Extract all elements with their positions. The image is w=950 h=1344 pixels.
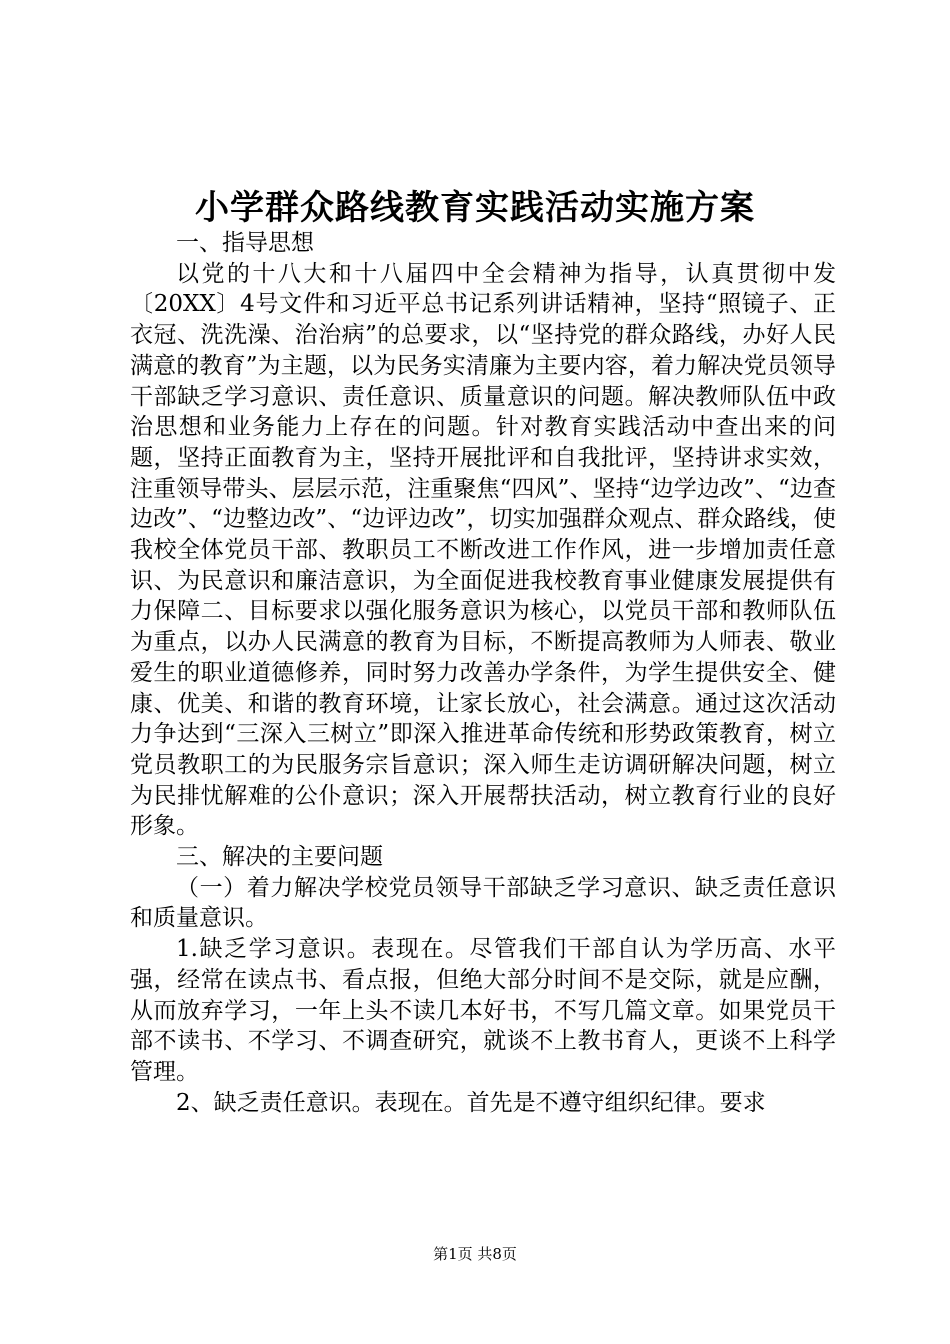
paragraph-lack-of-learning: 1.缺乏学习意识。表现在。尽管我们干部自认为学历高、水平强，经常在读点书、看点报，但绝大部分时间不是交际，就是应酬，从而放弃学习，一年上头不读几本好书，不写几篇文章。如果党员干部不读书、不学习、不调查研究，就谈不上教书育人，更谈不上科学管理。: [130, 936, 836, 1085]
page-number-footer: 第1页 共8页: [433, 1245, 517, 1263]
section-heading-main-problems: 三、解决的主要问题: [176, 844, 383, 871]
paragraph-guiding-ideology: 以党的十八大和十八届四中全会精神为指导，认真贯彻中发〔20XX〕4号文件和习近平总书记系列讲话精神，坚持“照镜子、正衣冠、洗洗澡、治治病”的总要求，以“坚持党的群众路线，办好人民满意的教育”为主题，以为民务实清廉为主要内容，着力解决党员领导干部缺乏学习意识、责任意识、质量意识的问题。解决教师队伍中政治思想和业务能力上存在的问题。针对教育实践活动中查出来的问题，坚持正面教育为主，坚持开展批评和自我批评，坚持讲求实效，注重领导带头、层层示范，注重聚焦“四风”、坚持“边学边改”、“边查边改”、“边整边改”、“边评边改”，切实加强群众观点、群众路线，使我校全体党员干部、教职员工不断改进工作作风，进一步增加责任意识、为民意识和廉洁意识，为全面促进我校教育事业健康发展提供有力保障二、目标要求以强化服务意识为核心，以党员干部和教师队伍为重点，以办人民满意的教育为目标，不断提高教师为人师表、敬业爱生的职业道德修养，同时努力改善办学条件，为学生提供安全、健康、优美、和谐的教育环境，让家长放心，社会满意。通过这次活动力争达到“三深入三树立”即深入推进革命传统和形势政策教育，树立党员教职工的为民服务宗旨意识；深入师生走访调研解决问题，树立为民排忧解难的公仆意识；深入开展帮扶活动，树立教育行业的良好形象。: [130, 260, 836, 840]
paragraph-lack-of-responsibility: 2、缺乏责任意识。表现在。首先是不遵守组织纪律。要求: [176, 1089, 766, 1116]
document-body: [130, 228, 836, 1118]
subsection-heading-1: （一）着力解决学校党员领导干部缺乏学习意识、缺乏责任意识和质量意识。: [130, 874, 836, 932]
section-heading-guiding-ideology: 一、指导思想: [176, 230, 314, 256]
document-title: 小学群众路线教育实践活动实施方案: [195, 188, 755, 228]
